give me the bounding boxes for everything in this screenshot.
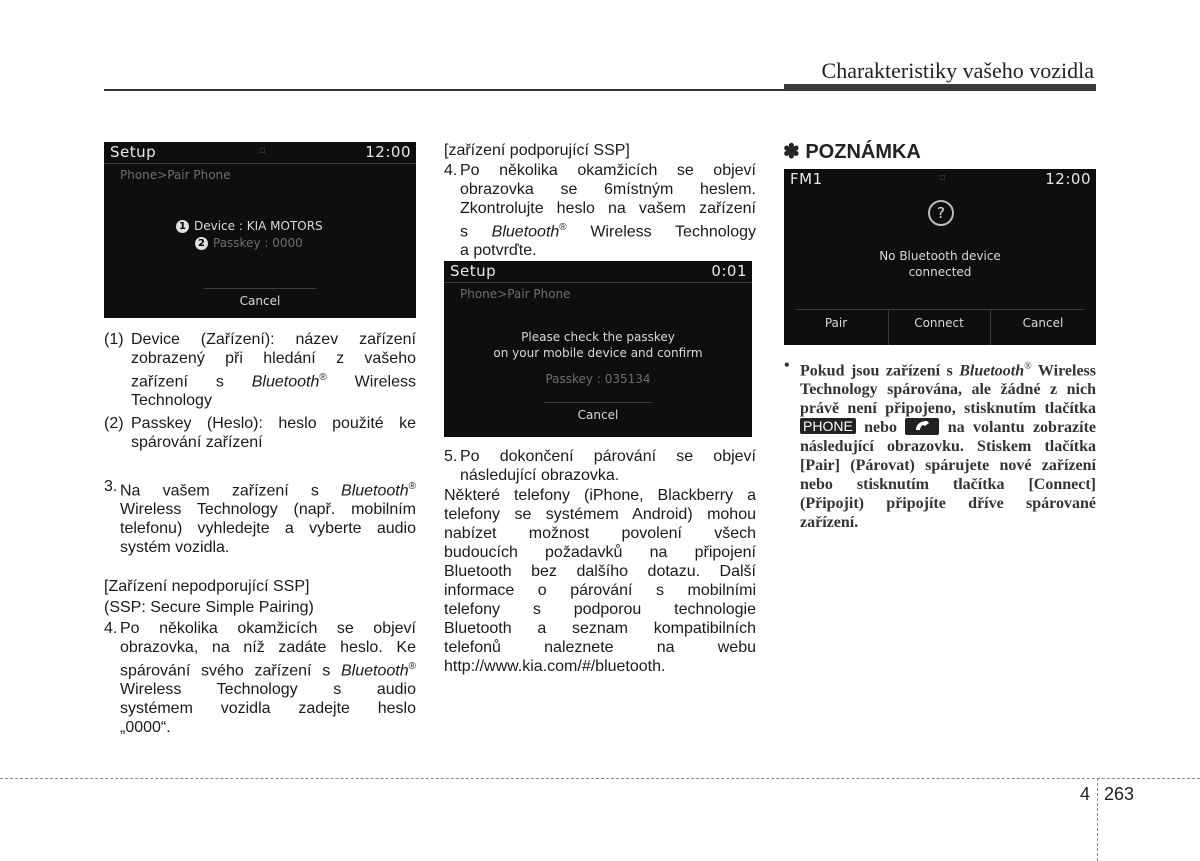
note-title: POZNÁMKA [805, 141, 921, 163]
text-line: telefony s podporou technologie [444, 601, 756, 618]
text-line: telefonu) vyhledejte a vyberte audio [120, 520, 416, 538]
step-number: 5. [444, 448, 458, 465]
no-device-screen [784, 169, 1096, 345]
marker-2-icon: 2 [195, 237, 208, 250]
screen-clock: 0:01 [711, 262, 747, 280]
text-line: Zkontrolujte heslo na vašem zařízení [460, 200, 756, 217]
marker-1-icon: 1 [176, 220, 189, 233]
text-line: s Bluetooth® Wireless Technology [460, 222, 756, 241]
text-line: Některé telefony (iPhone, Blackberry a [444, 487, 756, 504]
compatibility-paragraph [444, 486, 756, 676]
footer-rule [0, 778, 1200, 779]
text-line: Po několika okamžicích se objeví [460, 162, 756, 179]
cancel-button[interactable]: Cancel [239, 294, 281, 308]
text-line: Device (Zařízení): název zařízení [131, 331, 416, 348]
text-line: Wireless Technology s audio [120, 681, 416, 699]
footer-divider [1097, 778, 1098, 861]
text-line: Passkey (Heslo): heslo použité ke [131, 415, 416, 432]
phone-button-icon: PHONE [800, 418, 856, 434]
call-button-icon [905, 418, 939, 435]
text-line: spárování svého zařízení s Bluetooth® [120, 661, 416, 680]
note-heading [783, 139, 921, 164]
text-line: Na vašem zařízení s Bluetooth® [120, 481, 417, 500]
item-number: (1) [104, 331, 124, 348]
text-line: a potvrďte. [460, 242, 537, 260]
item-1 [104, 330, 416, 410]
text-line: zobrazený při hledání z vašeho [131, 350, 416, 367]
ssp-definition: (SSP: Secure Simple Pairing) [104, 599, 314, 616]
text-line: „0000“. [120, 719, 171, 737]
breadcrumb: Phone>Pair Phone [120, 168, 231, 182]
text-line: systém vozidla. [120, 539, 230, 557]
screen-title: Setup [450, 262, 497, 280]
message-line-2: on your mobile device and confirm [493, 346, 703, 360]
divider [204, 288, 316, 289]
message-line-1: No Bluetooth device [879, 249, 1001, 263]
device-name: Device : KIA MOTORS [194, 219, 323, 233]
text-line: obrazovka se 6místným heslem. [460, 181, 756, 198]
ssp-unsupported-label: [Zařízení nepodporující SSP] [104, 578, 310, 595]
cancel-button[interactable]: Cancel [577, 408, 619, 422]
step-number: 4. [104, 620, 118, 637]
passkey: Passkey : 0000 [213, 236, 303, 250]
text-line: nabízet možnost povolení všech [444, 525, 756, 542]
pair-button[interactable]: Pair [824, 316, 848, 330]
step-4-left [104, 619, 416, 737]
page-number: 263 [1104, 784, 1135, 804]
step-number: 4. [444, 162, 458, 179]
message-line-1: Please check the passkey [521, 330, 675, 344]
item-number: (2) [104, 415, 124, 432]
screen-clock: 12:00 [1045, 170, 1091, 188]
header-rule [104, 89, 784, 91]
step-number: 3. [104, 478, 118, 495]
text-line: budoucích požadavků na připojení [444, 544, 756, 561]
screen-title: Setup [110, 143, 157, 161]
lock-icon: ▫ [939, 172, 946, 183]
step-4-middle [444, 161, 756, 260]
divider [544, 402, 652, 403]
text-line: telefony se systémem Android) mohou [444, 506, 756, 523]
screen-title: FM1 [790, 170, 823, 188]
header-rule-bar [784, 84, 1096, 91]
note-body: Pokud jsou zařízení s Bluetooth® Wireless Technology spárována, ale žádné z nich právě není připojeno, stisknutím tlačítka PHONE nebo na volantu zobrazíte následující obrazovku. Stiskem tlačítka [Pair] (Párovat) spárujete nové zařízení nebo stisknutím tlačítka [Connect] (Připojit) připojíte dříve spárované zařízení. [800, 361, 1097, 532]
step-5 [444, 447, 756, 485]
screen-clock: 12:00 [365, 143, 411, 161]
passkey: Passkey : 035134 [545, 372, 651, 386]
cancel-button[interactable]: Cancel [1022, 316, 1064, 330]
text-line: Po dokončení párování se objeví [460, 448, 756, 465]
text-line: spárování zařízení [131, 434, 263, 451]
bullet: • [784, 357, 790, 374]
message-line-2: connected [908, 265, 972, 279]
text-line: Bluetooth a seznam kompatibilních [444, 620, 756, 637]
question-icon: ? [928, 200, 954, 226]
item-2 [104, 414, 416, 452]
text-line: systémem vozidla zadejte heslo [120, 700, 416, 718]
text-line: telefonů naleznete na webu [444, 639, 756, 656]
chapter-number: 4 [1080, 784, 1091, 804]
lock-icon: ▫ [259, 145, 266, 156]
breadcrumb: Phone>Pair Phone [460, 287, 571, 301]
note-symbol-icon: ✽ [783, 141, 800, 163]
text-line: Bluetooth bez dalšího dotazu. Další [444, 563, 756, 580]
setup-screen-ssp-on [444, 261, 752, 437]
ssp-supported-label: [zařízení podporující SSP] [444, 142, 630, 159]
text-line: Po několika okamžicích se objeví [120, 620, 416, 637]
step-3 [104, 477, 416, 557]
text-line: informace o párování s mobilními [444, 582, 756, 599]
running-header: Charakteristiky vašeho vozidla [821, 58, 1094, 83]
text-line: obrazovka, na níž zadáte heslo. Ke [120, 639, 416, 656]
setup-screen-ssp-off [104, 142, 416, 318]
divider [104, 163, 416, 164]
text-line: Wireless Technology (např. mobilním [120, 501, 416, 519]
text-line: Technology [131, 392, 212, 410]
connect-button[interactable]: Connect [914, 316, 964, 330]
kia-bluetooth-link[interactable]: http://www.kia.com/#/bluetooth. [444, 658, 666, 675]
divider [444, 282, 752, 283]
text-line: zařízení s Bluetooth® Wireless [131, 372, 416, 391]
text-line: následující obrazovka. [460, 467, 620, 484]
divider [796, 309, 1084, 310]
